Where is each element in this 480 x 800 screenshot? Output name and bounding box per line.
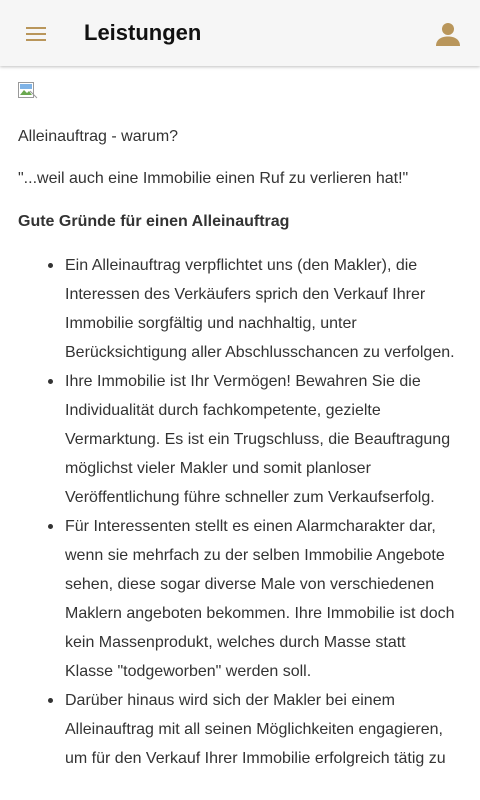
- list-item: [65, 251, 462, 367]
- list-item: [65, 512, 462, 686]
- broken-image-icon: [18, 82, 38, 100]
- list-item: [65, 367, 462, 512]
- person-icon: [435, 21, 461, 47]
- bullet-icon: [48, 263, 53, 268]
- list-item-text: Für Interessenten stellt es einen Alarmcharakter dar, wenn sie mehrfach zu der selben Immobilie Angebote sehen, diese sogar diverse Male von verschiedenen Maklern angeboten bekommen. Ihre Immobilie ist doch kein Massenprodukt, welches durch Masse statt Klasse "todgeworben" werden soll.: [65, 518, 455, 680]
- bullet-icon: [48, 698, 53, 703]
- quote-text: "...weil auch eine Immobilie einen Ruf zu verlieren hat!": [18, 170, 409, 187]
- section-heading: Gute Gründe für einen Alleinauftrag: [18, 213, 290, 230]
- list-item-text: Ihre Immobilie ist Ihr Vermögen! Bewahren Sie die Individualität durch fachkompetente, gezielte Vermarktung. Es ist ein Trugschluss, die Beauftragung möglichst vieler Makler und somit planloser Veröffentlichung führe schneller zum Verkaufserfolg.: [65, 373, 451, 506]
- hamburger-icon: [24, 25, 48, 43]
- list-item-text: Darüber hinaus wird sich der Makler bei einem Alleinauftrag mit all seinen Möglichkeiten engagieren, um für den Verkauf Ihrer Immobilie erfolgreich tätig zu: [65, 692, 446, 767]
- content-area: [0, 66, 480, 800]
- app-bar: [0, 0, 480, 66]
- list-item: [65, 686, 462, 773]
- page-title: Leistungen: [84, 20, 202, 45]
- intro-text: Alleinauftrag - warum?: [18, 128, 179, 145]
- bullet-icon: [48, 379, 53, 384]
- bullet-icon: [48, 524, 53, 529]
- menu-button[interactable]: [16, 14, 56, 54]
- reasons-list: [18, 251, 462, 773]
- profile-button[interactable]: [428, 14, 468, 54]
- list-item-text: Ein Alleinauftrag verpflichtet uns (den Makler), die Interessen des Verkäufers sprich den Verkauf Ihrer Immobilie sorgfältig und nachhaltig, unter Berücksichtigung aller Abschlusschancen zu verfolgen.: [65, 257, 455, 361]
